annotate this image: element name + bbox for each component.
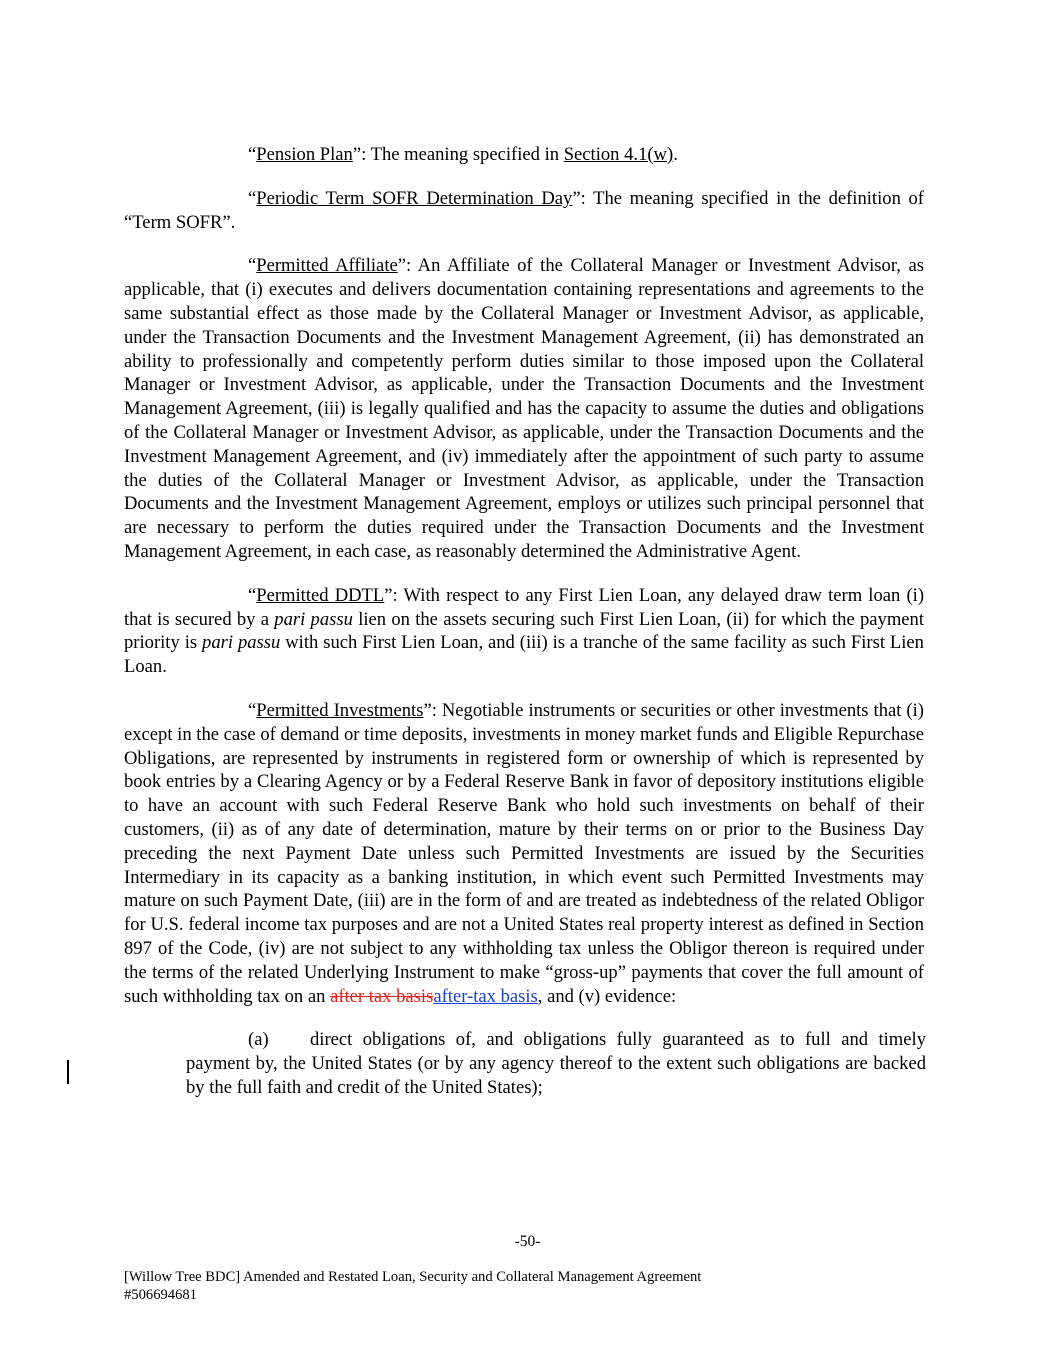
- definition-pension-plan: [124, 143, 924, 167]
- open-quote: “: [248, 584, 257, 606]
- subitem-text: direct obligations of, and obligations fully guaranteed as to full and timely payment by, the United States (or by any agency thereof to the extent such obligations are backed by the full faith and credit of the United States);: [186, 1029, 926, 1098]
- definition-text: ”: Negotiable instruments or securities or other investments that (i) except in the case of demand or time deposits, investments in money market funds and Eligible Repurchase Obligations, are represented by instruments in registered form or ownership of which is represented by book entries by a Clearing Agency or by a Federal Reserve Bank in favor of depository institutions eligible to have an account with such Federal Reserve Bank who hold such investments on behalf of their customers, (ii) as of any date of determination, mature by their terms on or prior to the Business Day preceding the next Payment Date unless such Permitted Investments are issued by the Securities Intermediary in its capacity as a banking institution, in which event such Permitted Investments may mature on such Payment Date, (iii) are in the form of and are treated as indebtedness of the related Obligor for U.S. federal income tax purposes and are not a United States real property interest as defined in Section 897 of the Code, (iv) are not subject to any withholding tax unless the Obligor thereon is required under the terms of the related Underlying Instrument to make “gross-up” payments that cover the full amount of such withholding tax on an: [124, 699, 924, 1007]
- open-quote: “: [248, 255, 257, 277]
- period: .: [673, 144, 678, 165]
- defined-term: Permitted DDTL: [256, 584, 385, 606]
- definition-permitted-affiliate: [124, 254, 924, 563]
- defined-term: Permitted Investments: [256, 699, 424, 721]
- tracked-insertion: after-tax basis: [433, 985, 538, 1007]
- defined-term: Permitted Affiliate: [256, 255, 398, 277]
- definition-text: ”: With respect to any First Lien Loan, any delayed draw term loan (i) that is secured by a: [124, 584, 925, 630]
- footer-title: [Willow Tree BDC] Amended and Restated Loan, Security and Collateral Management Agreement: [124, 1269, 702, 1285]
- definition-periodic-term-sofr: [124, 187, 924, 235]
- footer-doc-id: #506694681: [124, 1287, 197, 1303]
- document-body: [124, 143, 924, 1100]
- defined-term: Pension Plan: [256, 144, 353, 165]
- definition-text: , and (v) evidence:: [537, 985, 677, 1007]
- definition-permitted-ddtl: [124, 584, 924, 679]
- revision-change-bar: [67, 1060, 69, 1084]
- definition-text: ”: An Affiliate of the Collateral Manager or Investment Advisor, as applicable, that (i) executes and delivers documentation containing representations and agreements to the same substantial effect as those made by the Collateral Manager or Investment Advisor, as applicable, under the Transaction Documents and the Investment Management Agreement, (ii) has demonstrated an ability to professionally and competently perform duties similar to those imposed upon the Collateral Manager or Investment Advisor, as applicable, under the Transaction Documents and the Investment Management Agreement, (iii) is legally qualified and has the capacity to assume the duties and obligations of the Collateral Manager or Investment Advisor, as applicable, under the Transaction Documents and the Investment Management Agreement, and (iv) immediately after the appointment of such party to assume the duties of the Collateral Manager or Investment Advisor, as applicable, under the Transaction Documents and the Investment Management Agreement, employs or utilizes such principal personnel that are necessary to perform the duties required under the Transaction Documents and the Investment Management Agreement, in each case, as reasonably determined the Administrative Agent.: [124, 255, 924, 562]
- definition-text: ”: The meaning specified in the definition of “Term SOFR”.: [124, 187, 924, 233]
- italic-term: pari passu: [202, 632, 281, 654]
- open-quote: “: [248, 187, 257, 209]
- section-reference: Section 4.1(w): [563, 144, 674, 165]
- definition-text: with such First Lien Loan, and (iii) is a tranche of the same facility as such First Lien Loan.: [124, 632, 924, 678]
- tracked-deletion: after tax basis: [330, 985, 434, 1007]
- definition-text: lien on the assets securing such First Lien Loan, (ii) for which the payment priority is: [124, 608, 924, 654]
- definition-text: ”: The meaning specified in: [352, 144, 564, 165]
- italic-term: pari passu: [274, 608, 353, 630]
- page-number: -50-: [514, 1233, 541, 1250]
- open-quote: “: [248, 699, 257, 721]
- defined-term: Periodic Term SOFR Determination Day: [256, 187, 573, 209]
- definition-permitted-investments: [124, 699, 924, 1008]
- subitem-a: [186, 1028, 926, 1099]
- footer: [124, 1268, 701, 1304]
- subitem-label: (a): [248, 1029, 269, 1051]
- open-quote: “: [248, 144, 257, 165]
